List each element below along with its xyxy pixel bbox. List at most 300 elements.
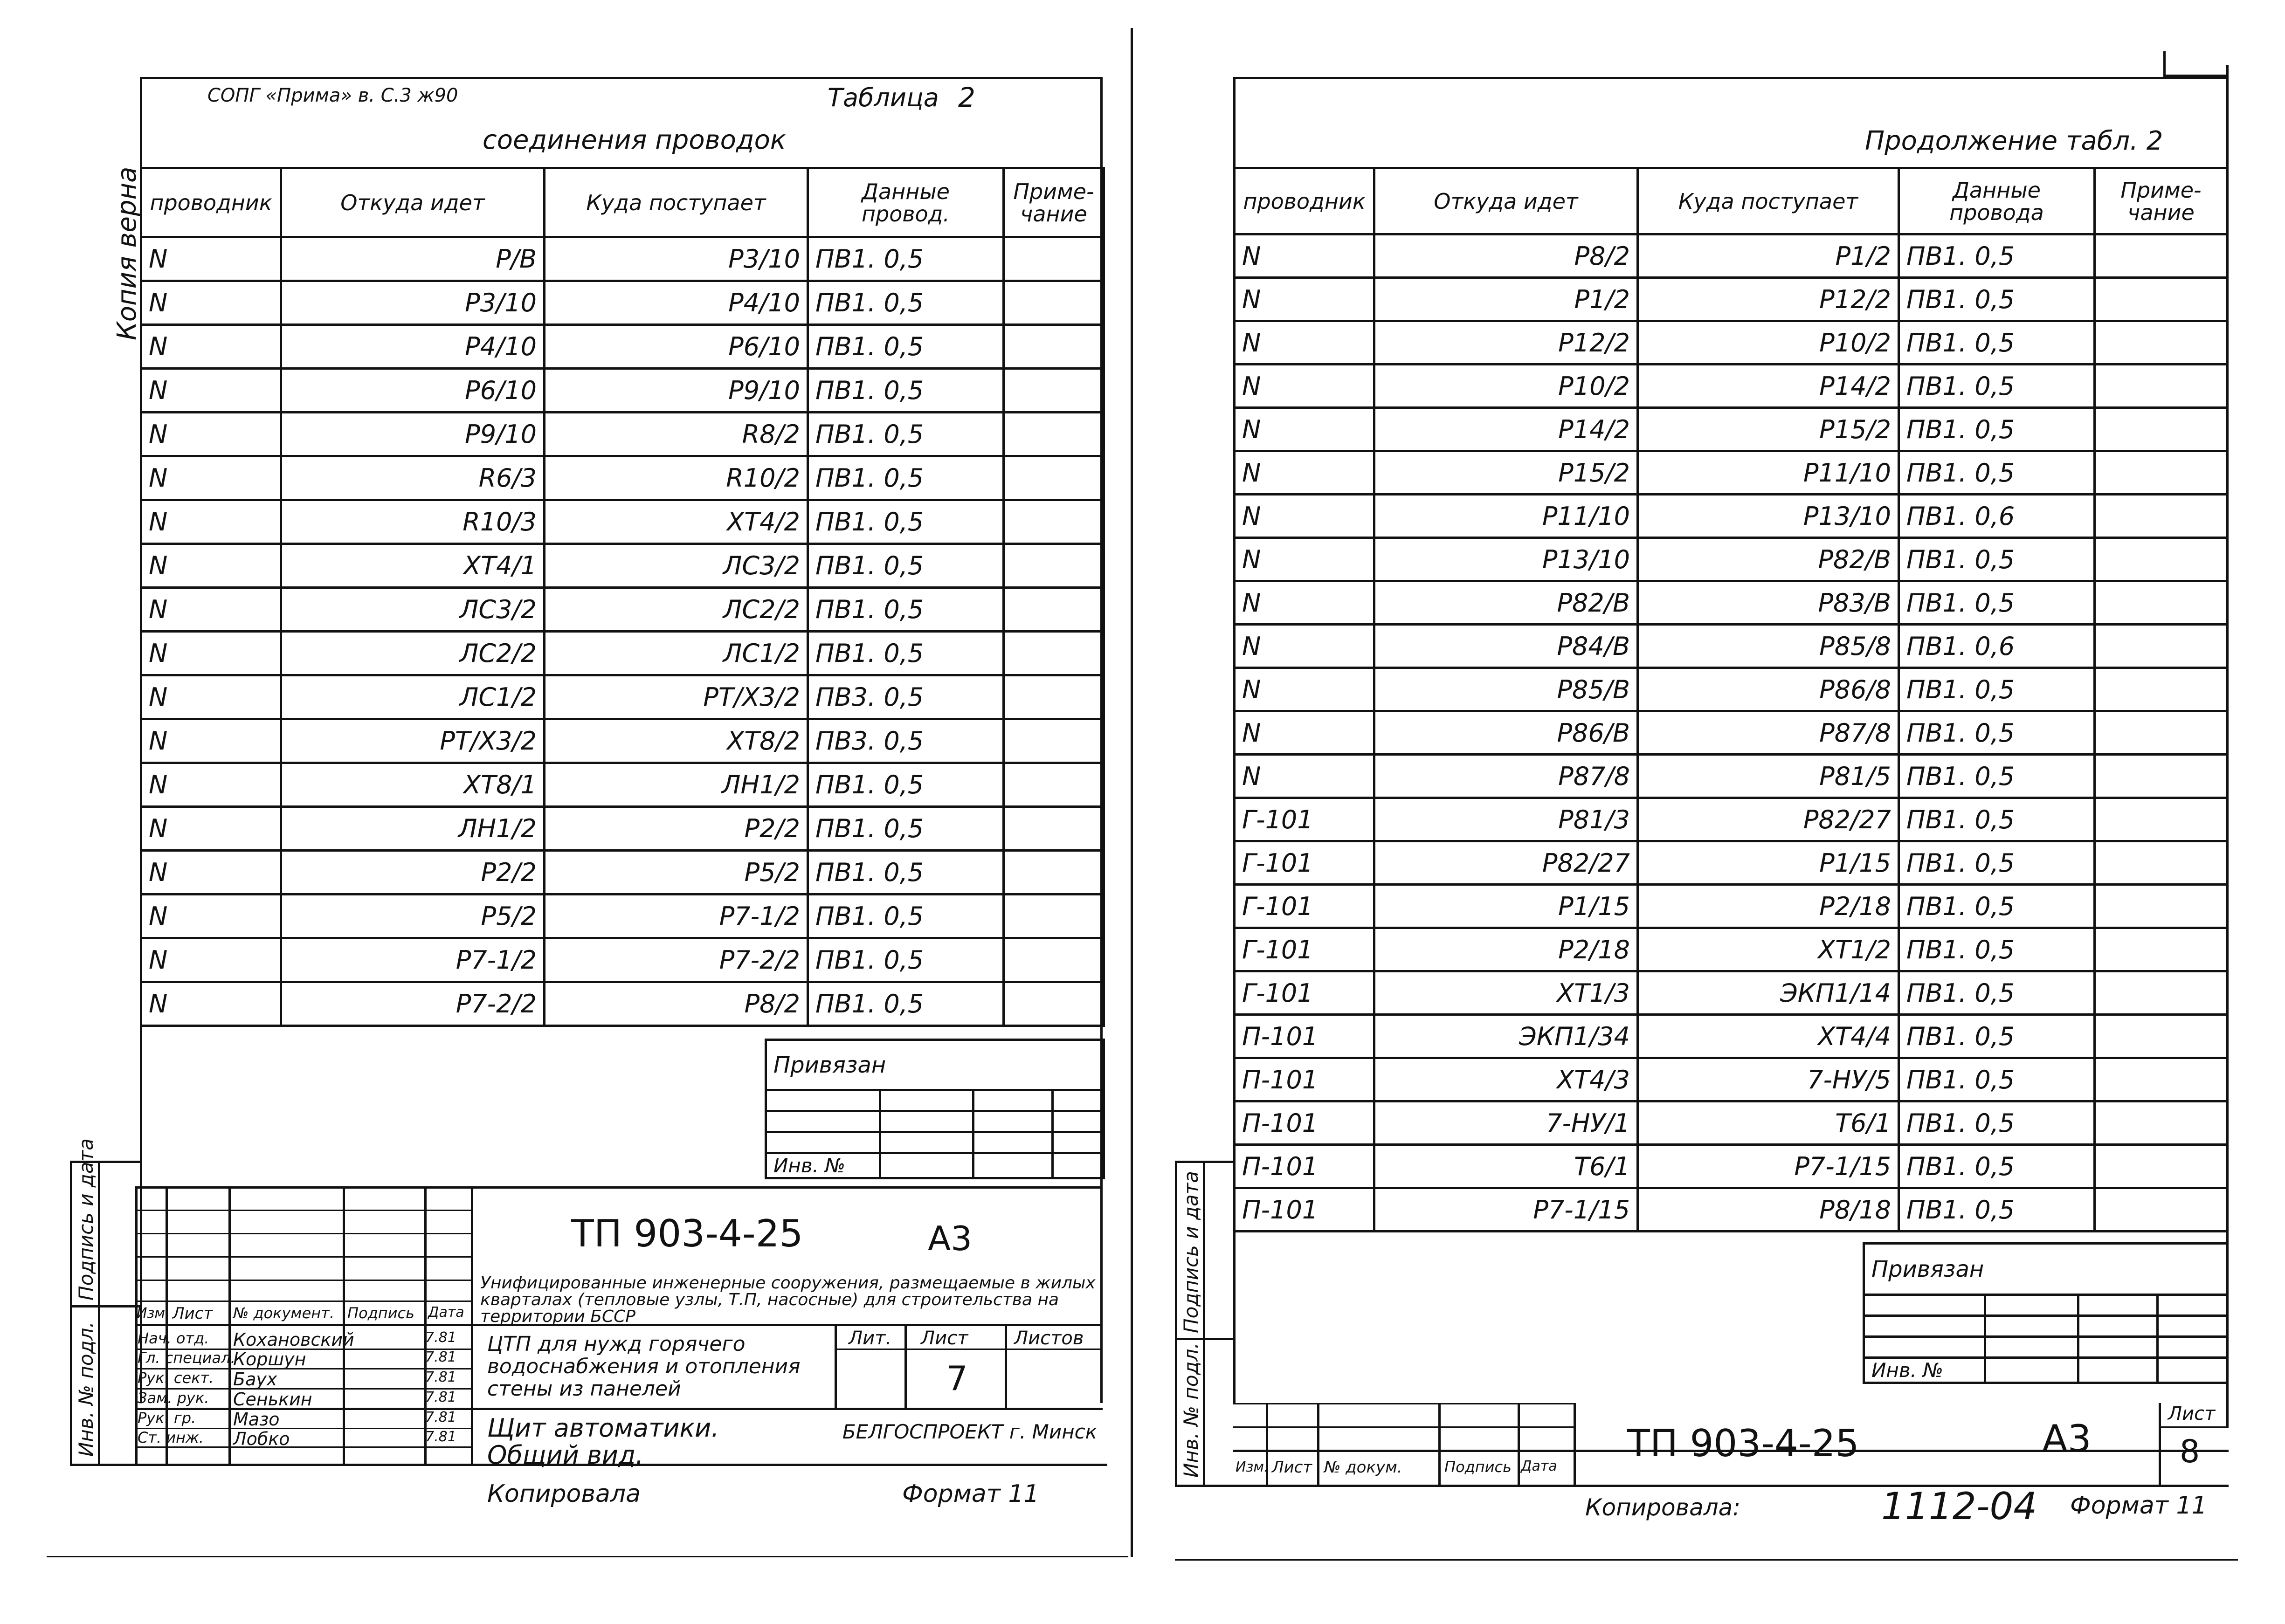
- table-row: [1235, 538, 2228, 581]
- note-cell: [1004, 895, 1104, 938]
- note-cell: [2095, 711, 2228, 755]
- to-cell: PT/X3/2: [545, 675, 808, 719]
- to-cell: XT4/4: [1638, 1015, 1899, 1058]
- conductor-cell: Г-101: [1235, 798, 1374, 841]
- note-cell: [2095, 234, 2228, 278]
- from-cell: ЛС2/2: [281, 632, 545, 675]
- table-row: [1235, 581, 2228, 625]
- side-stamp-divider: [98, 1161, 100, 1464]
- col-header-izm: Изм.: [1236, 1459, 1269, 1475]
- staff-role: Рук. гр.: [138, 1409, 196, 1427]
- continuation-label: Продолжение табл. 2: [1865, 126, 2163, 156]
- note-cell: [2095, 1058, 2228, 1101]
- note-cell: [2095, 625, 2228, 668]
- col-header-signature: Подпись: [347, 1304, 414, 1322]
- staff-date: 7.81: [425, 1349, 456, 1365]
- left-bottom-rule: [47, 1556, 1128, 1557]
- sheet-number-right: 8: [2180, 1433, 2200, 1470]
- conductor-cell: П-101: [1235, 1101, 1374, 1145]
- note-cell: [2095, 278, 2228, 321]
- to-cell: R10/2: [545, 456, 808, 500]
- from-cell: P11/10: [1374, 495, 1638, 538]
- note-cell: [1004, 763, 1104, 807]
- inv-no-label: Инв. №: [1864, 1358, 1985, 1383]
- conductor-cell: N: [1235, 668, 1374, 711]
- format-code-left: А3: [928, 1219, 973, 1258]
- staff-role: Рук. сект.: [138, 1369, 214, 1387]
- to-cell: P1/15: [1638, 841, 1899, 885]
- to-cell: P5/2: [545, 851, 808, 895]
- note-cell: [2095, 798, 2228, 841]
- to-cell: ЛС1/2: [545, 632, 808, 675]
- conductor-cell: N: [141, 325, 281, 369]
- from-cell: P8/2: [1374, 234, 1638, 278]
- wire-data-cell: ПВ1. 0,6: [1899, 495, 2095, 538]
- from-cell: Т6/1: [1374, 1145, 1638, 1188]
- note-cell: [2095, 365, 2228, 408]
- staff-role: Нач. отд.: [138, 1329, 209, 1347]
- table-row: [1235, 1015, 2228, 1058]
- conductor-cell: N: [1235, 711, 1374, 755]
- conductor-cell: N: [141, 719, 281, 763]
- from-cell: P5/2: [281, 895, 545, 938]
- to-cell: XT4/2: [545, 500, 808, 544]
- from-cell: P3/10: [281, 281, 545, 325]
- note-cell: [2095, 408, 2228, 451]
- wire-data-cell: ПВ1. 0,5: [1899, 711, 2095, 755]
- conductor-cell: N: [141, 632, 281, 675]
- wire-data-cell: ПВ1. 0,5: [1899, 538, 2095, 581]
- wire-data-cell: ПВ1. 0,5: [1899, 1145, 2095, 1188]
- wire-data-cell: ПВ1. 0,5: [808, 237, 1004, 281]
- wire-data-cell: ПВ1. 0,5: [1899, 451, 2095, 495]
- wire-data-cell: ПВ1. 0,5: [808, 851, 1004, 895]
- wire-data-cell: ПВ1. 0,5: [808, 938, 1004, 982]
- top-note: СОПГ «Прима» в. С.3 ж90: [207, 85, 458, 106]
- from-cell: P4/10: [281, 325, 545, 369]
- sheet-label-right: Лист: [2168, 1403, 2216, 1424]
- conductor-cell: П-101: [1235, 1058, 1374, 1101]
- right-frame-top: [1233, 77, 2229, 79]
- conductor-cell: N: [141, 895, 281, 938]
- note-cell: [2095, 971, 2228, 1015]
- table-row: [141, 456, 1104, 500]
- col-header-list: Лист: [173, 1304, 213, 1323]
- to-cell: Т6/1: [1638, 1101, 1899, 1145]
- col-header-note: Приме-чание: [1004, 168, 1104, 237]
- privyazan-label: Привязан: [1864, 1244, 2228, 1295]
- table-row: [1235, 234, 2228, 278]
- col-header-date: Дата: [428, 1304, 464, 1321]
- col-header-conductor: проводник: [141, 168, 281, 237]
- to-cell: P1/2: [1638, 234, 1899, 278]
- conductor-cell: N: [1235, 495, 1374, 538]
- table-row: [141, 675, 1104, 719]
- side-label-inv-right: Инв. № подл.: [1180, 1342, 1202, 1478]
- sheets-label: Листов: [1014, 1328, 1084, 1349]
- note-cell: [1004, 500, 1104, 544]
- to-cell: ЛС2/2: [545, 588, 808, 632]
- to-cell: ЭКП1/14: [1638, 971, 1899, 1015]
- table-row: [141, 719, 1104, 763]
- table-row: [141, 544, 1104, 588]
- table-row: [141, 413, 1104, 456]
- left-frame-top: [140, 77, 1103, 79]
- wire-table-right: [1233, 167, 2229, 1232]
- staff-name: Баух: [233, 1369, 277, 1390]
- from-cell: P14/2: [1374, 408, 1638, 451]
- conductor-cell: N: [141, 500, 281, 544]
- staff-role: Гл. специал.: [138, 1349, 235, 1367]
- to-cell: P3/10: [545, 237, 808, 281]
- to-cell: P82/27: [1638, 798, 1899, 841]
- from-cell: P13/10: [1374, 538, 1638, 581]
- conductor-cell: N: [141, 851, 281, 895]
- right-bottom-rule: [1175, 1559, 2238, 1561]
- conductor-cell: N: [1235, 234, 1374, 278]
- from-cell: P7-1/15: [1374, 1188, 1638, 1232]
- side-label-inv: Инв. № подл.: [75, 1321, 97, 1457]
- conductor-cell: N: [141, 938, 281, 982]
- wire-data-cell: ПВ1. 0,5: [1899, 581, 2095, 625]
- table-row: [141, 281, 1104, 325]
- conductor-cell: N: [1235, 321, 1374, 365]
- col-header-izm: Изм.: [137, 1305, 170, 1321]
- col-header-date: Дата: [1521, 1458, 1557, 1474]
- table-row: [1235, 408, 2228, 451]
- conductor-cell: Г-101: [1235, 971, 1374, 1015]
- wire-data-cell: ПВ1. 0,5: [1899, 365, 2095, 408]
- conductor-cell: П-101: [1235, 1015, 1374, 1058]
- from-cell: P86/B: [1374, 711, 1638, 755]
- to-cell: P85/8: [1638, 625, 1899, 668]
- doc-code-left: ТП 903-4-25: [571, 1212, 803, 1255]
- wire-data-cell: ПВ1. 0,5: [808, 500, 1004, 544]
- note-cell: [2095, 581, 2228, 625]
- note-cell: [2095, 451, 2228, 495]
- from-cell: P2/2: [281, 851, 545, 895]
- to-cell: P6/10: [545, 325, 808, 369]
- table-title: соединения проводок: [483, 125, 786, 155]
- note-cell: [1004, 982, 1104, 1026]
- from-cell: XT8/1: [281, 763, 545, 807]
- conductor-cell: N: [141, 281, 281, 325]
- table-row: [1235, 755, 2228, 798]
- wire-data-cell: ПВ1. 0,5: [1899, 798, 2095, 841]
- from-cell: XT4/1: [281, 544, 545, 588]
- wire-data-cell: ПВ1. 0,5: [1899, 885, 2095, 928]
- format-note-left: Формат 11: [902, 1480, 1039, 1508]
- col-header-doc-no: № документ.: [233, 1304, 334, 1322]
- from-cell: P2/18: [1374, 928, 1638, 971]
- to-cell: P11/10: [1638, 451, 1899, 495]
- wire-data-cell: ПВ1. 0,5: [1899, 278, 2095, 321]
- table-row: [1235, 495, 2228, 538]
- table-row: [1235, 1145, 2228, 1188]
- privyazan-box-right: [1863, 1242, 2229, 1384]
- to-cell: P7-1/15: [1638, 1145, 1899, 1188]
- table-row: [141, 325, 1104, 369]
- col-header-to: Куда поступает: [545, 168, 808, 237]
- from-cell: P1/2: [1374, 278, 1638, 321]
- col-header-wire-data: Данные провода: [1899, 168, 2095, 234]
- note-cell: [2095, 928, 2228, 971]
- note-cell: [1004, 632, 1104, 675]
- conductor-cell: N: [141, 369, 281, 413]
- side-stamp-middle: [70, 1305, 140, 1307]
- table-row: [141, 807, 1104, 851]
- from-cell: ЛН1/2: [281, 807, 545, 851]
- note-cell: [2095, 1015, 2228, 1058]
- wire-data-cell: ПВ1. 0,5: [1899, 971, 2095, 1015]
- wire-data-cell: ПВ1. 0,5: [1899, 1058, 2095, 1101]
- copied-by-right: Копировала:: [1585, 1494, 1741, 1521]
- from-cell: 7-НУ/1: [1374, 1101, 1638, 1145]
- note-cell: [1004, 807, 1104, 851]
- staff-name: Кохановский: [233, 1329, 354, 1350]
- note-cell: [2095, 841, 2228, 885]
- sheet-number-left: 7: [946, 1359, 968, 1398]
- wire-data-cell: ПВ1. 0,5: [808, 281, 1004, 325]
- from-cell: P85/B: [1374, 668, 1638, 711]
- wire-data-cell: ПВ1. 0,5: [1899, 1015, 2095, 1058]
- wire-data-cell: ПВ1. 0,6: [1899, 625, 2095, 668]
- note-cell: [1004, 369, 1104, 413]
- wire-data-cell: ПВ1. 0,5: [808, 456, 1004, 500]
- wire-data-cell: ПВ1. 0,5: [808, 807, 1004, 851]
- conductor-cell: N: [1235, 451, 1374, 495]
- to-cell: P12/2: [1638, 278, 1899, 321]
- to-cell: P2/18: [1638, 885, 1899, 928]
- drawing-title: Щит автоматики. Общий вид.: [487, 1413, 719, 1470]
- table-row: [1235, 668, 2228, 711]
- conductor-cell: N: [141, 763, 281, 807]
- to-cell: P82/B: [1638, 538, 1899, 581]
- privyazan-box-left: [765, 1039, 1105, 1179]
- table-row: [141, 763, 1104, 807]
- conductor-cell: П-101: [1235, 1145, 1374, 1188]
- staff-name: Мазо: [233, 1409, 280, 1430]
- to-cell: XT8/2: [545, 719, 808, 763]
- sheet-label-left: Лист: [921, 1328, 968, 1349]
- wire-data-cell: ПВ1. 0,5: [1899, 1101, 2095, 1145]
- wire-data-cell: ПВ1. 0,5: [808, 369, 1004, 413]
- staff-name: Сенькин: [233, 1389, 312, 1410]
- table-row: [141, 632, 1104, 675]
- staff-date: 7.81: [425, 1389, 456, 1405]
- format-note-right: Формат 11: [2070, 1492, 2207, 1520]
- table-row: [1235, 451, 2228, 495]
- from-cell: R6/3: [281, 456, 545, 500]
- conductor-cell: N: [1235, 625, 1374, 668]
- wire-data-cell: ПВ1. 0,5: [808, 895, 1004, 938]
- conductor-cell: N: [141, 237, 281, 281]
- table-row: [141, 895, 1104, 938]
- col-header-to: Куда поступает: [1638, 168, 1899, 234]
- note-cell: [2095, 755, 2228, 798]
- to-cell: P8/18: [1638, 1188, 1899, 1232]
- from-cell: P87/8: [1374, 755, 1638, 798]
- to-cell: P87/8: [1638, 711, 1899, 755]
- table-row: [141, 369, 1104, 413]
- note-cell: [2095, 538, 2228, 581]
- from-cell: P82/B: [1374, 581, 1638, 625]
- table-row: [1235, 1101, 2228, 1145]
- to-cell: P83/B: [1638, 581, 1899, 625]
- format-code-right: А3: [2042, 1417, 2092, 1460]
- from-cell: P1/15: [1374, 885, 1638, 928]
- archive-stamp: Копия верна: [112, 166, 142, 340]
- wire-data-cell: ПВ1. 0,5: [1899, 321, 2095, 365]
- note-cell: [1004, 675, 1104, 719]
- from-cell: P12/2: [1374, 321, 1638, 365]
- to-cell: P9/10: [545, 369, 808, 413]
- conductor-cell: N: [1235, 365, 1374, 408]
- conductor-cell: N: [1235, 581, 1374, 625]
- from-cell: ЛС3/2: [281, 588, 545, 632]
- wire-data-cell: ПВ1. 0,5: [1899, 841, 2095, 885]
- to-cell: P14/2: [1638, 365, 1899, 408]
- from-cell: R10/3: [281, 500, 545, 544]
- organization: БЕЛГОСПРОЕКТ г. Минск: [842, 1420, 1098, 1443]
- wire-data-cell: ПВ1. 0,5: [1899, 668, 2095, 711]
- wire-data-cell: ПВ1. 0,5: [808, 982, 1004, 1026]
- note-cell: [1004, 325, 1104, 369]
- conductor-cell: Г-101: [1235, 928, 1374, 971]
- staff-name: Коршун: [233, 1349, 306, 1369]
- to-cell: ЛН1/2: [545, 763, 808, 807]
- wire-data-cell: ПВ1. 0,5: [808, 544, 1004, 588]
- to-cell: P15/2: [1638, 408, 1899, 451]
- note-cell: [1004, 938, 1104, 982]
- table-row: [141, 982, 1104, 1026]
- sheet-description: ЦТП для нужд горячего водоснабжения и отопления стены из панелей: [487, 1332, 801, 1401]
- to-cell: P2/2: [545, 807, 808, 851]
- conductor-cell: N: [1235, 408, 1374, 451]
- from-cell: ЭКП1/34: [1374, 1015, 1638, 1058]
- wire-data-cell: ПВ1. 0,5: [808, 413, 1004, 456]
- table-row: [1235, 321, 2228, 365]
- lit-label: Лит.: [849, 1328, 892, 1349]
- table-row: [1235, 365, 2228, 408]
- table-row: [1235, 625, 2228, 668]
- table-row: [1235, 798, 2228, 841]
- inv-no-label: Инв. №: [766, 1153, 880, 1178]
- wire-data-cell: ПВ1. 0,5: [1899, 234, 2095, 278]
- conductor-cell: Г-101: [1235, 885, 1374, 928]
- right-frame-bottom: [1175, 1485, 2229, 1487]
- note-cell: [2095, 1145, 2228, 1188]
- note-cell: [2095, 1188, 2228, 1232]
- conductor-cell: N: [1235, 755, 1374, 798]
- conductor-cell: N: [141, 982, 281, 1026]
- from-cell: P10/2: [1374, 365, 1638, 408]
- note-cell: [1004, 281, 1104, 325]
- wire-table-left: [140, 167, 1105, 1027]
- table-row: [1235, 928, 2228, 971]
- to-cell: P13/10: [1638, 495, 1899, 538]
- staff-date: 7.81: [425, 1329, 456, 1346]
- to-cell: P81/5: [1638, 755, 1899, 798]
- table-row: [141, 938, 1104, 982]
- to-cell: P7-1/2: [545, 895, 808, 938]
- from-cell: XT4/3: [1374, 1058, 1638, 1101]
- wire-data-cell: ПВ3. 0,5: [808, 719, 1004, 763]
- col-header-conductor: проводник: [1235, 168, 1374, 234]
- table-row: [1235, 278, 2228, 321]
- table-label: Таблица: [828, 83, 939, 112]
- note-cell: [1004, 851, 1104, 895]
- staff-date: 7.81: [425, 1369, 456, 1385]
- conductor-cell: N: [1235, 278, 1374, 321]
- from-cell: P9/10: [281, 413, 545, 456]
- conductor-cell: П-101: [1235, 1188, 1374, 1232]
- wire-data-cell: ПВ1. 0,5: [1899, 755, 2095, 798]
- to-cell: XT1/2: [1638, 928, 1899, 971]
- col-header-note: Приме-чание: [2095, 168, 2228, 234]
- center-fold-line: [1131, 28, 1133, 1557]
- to-cell: P10/2: [1638, 321, 1899, 365]
- table-row: [141, 237, 1104, 281]
- project-description: Унифицированные инженерные сооружения, размещаемые в жилых кварталах (тепловые узлы, Т.П, насосные) для строительства на территории БССР: [480, 1273, 1096, 1326]
- col-header-list: Лист: [1272, 1458, 1312, 1477]
- privyazan-label: Привязан: [766, 1040, 1104, 1090]
- from-cell: P82/27: [1374, 841, 1638, 885]
- archive-number: 1112-04: [1881, 1485, 2037, 1528]
- from-cell: P84/B: [1374, 625, 1638, 668]
- note-cell: [2095, 495, 2228, 538]
- to-cell: ЛС3/2: [545, 544, 808, 588]
- from-cell: P7-2/2: [281, 982, 545, 1026]
- note-cell: [1004, 544, 1104, 588]
- note-cell: [1004, 588, 1104, 632]
- note-cell: [1004, 413, 1104, 456]
- table-row: [141, 588, 1104, 632]
- conductor-cell: Г-101: [1235, 841, 1374, 885]
- conductor-cell: N: [141, 544, 281, 588]
- from-cell: P81/3: [1374, 798, 1638, 841]
- conductor-cell: N: [1235, 538, 1374, 581]
- table-row: [1235, 711, 2228, 755]
- doc-code-right: ТП 903-4-25: [1627, 1422, 1859, 1465]
- table-number: 2: [958, 82, 975, 113]
- copied-by-left: Копировала: [487, 1480, 641, 1508]
- note-cell: [2095, 321, 2228, 365]
- wire-data-cell: ПВ1. 0,5: [808, 588, 1004, 632]
- wire-data-cell: ПВ1. 0,5: [1899, 408, 2095, 451]
- table-row: [141, 851, 1104, 895]
- to-cell: R8/2: [545, 413, 808, 456]
- conductor-cell: N: [141, 588, 281, 632]
- table-row: [1235, 1188, 2228, 1232]
- col-header-from: Откуда идет: [1374, 168, 1638, 234]
- staff-name: Лобко: [233, 1429, 290, 1449]
- wire-data-cell: ПВ1. 0,5: [1899, 928, 2095, 971]
- staff-role: Ст. инж.: [138, 1429, 204, 1446]
- corner-page-box: [2163, 51, 2229, 77]
- to-cell: P86/8: [1638, 668, 1899, 711]
- table-row: [1235, 971, 2228, 1015]
- to-cell: P4/10: [545, 281, 808, 325]
- wire-data-cell: ПВ1. 0,5: [808, 763, 1004, 807]
- wire-data-cell: ПВ1. 0,5: [1899, 1188, 2095, 1232]
- conductor-cell: N: [141, 675, 281, 719]
- conductor-cell: N: [141, 456, 281, 500]
- from-cell: ЛС1/2: [281, 675, 545, 719]
- from-cell: P6/10: [281, 369, 545, 413]
- wire-data-cell: ПВ1. 0,5: [808, 325, 1004, 369]
- to-cell: P8/2: [545, 982, 808, 1026]
